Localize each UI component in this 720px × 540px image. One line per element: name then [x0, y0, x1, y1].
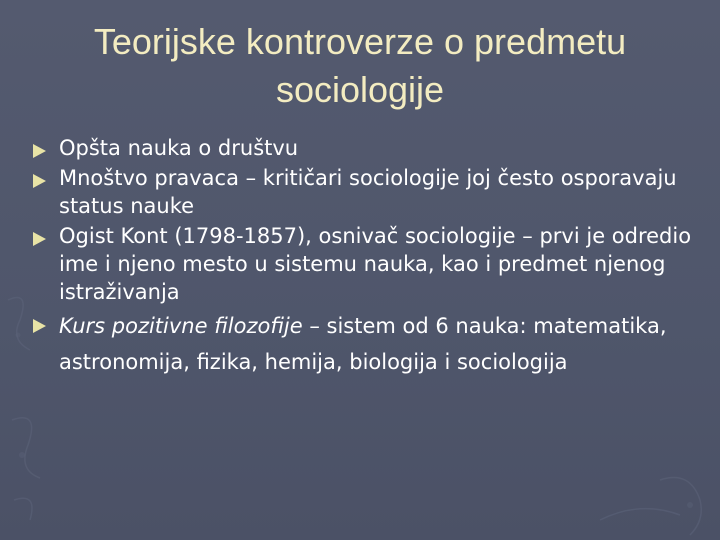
bullet-item [33, 134, 703, 162]
bullet-item [33, 164, 703, 220]
slide-title [40, 18, 680, 114]
triangle-right-icon [33, 232, 46, 246]
title-line-1: Teorijske kontroverze o predmetu [93, 21, 627, 62]
bullet-text: Ogist Kont (1798-1857), osnivač sociologije – prvi je odredio ime i njeno mesto u sistemu nauka, kao i predmet njenog istraživanja [59, 224, 692, 304]
bullet-text: Opšta nauka o društvu [59, 136, 299, 160]
title-line-2: sociologije [275, 69, 445, 110]
bullet-item [33, 222, 703, 306]
triangle-right-icon [33, 144, 46, 158]
bullet-list [33, 134, 703, 382]
bullet-item [33, 308, 703, 380]
bullet-text: Mnoštvo pravaca – kritičari sociologije joj često osporavaju status nauke [59, 166, 677, 218]
triangle-right-icon [33, 174, 46, 188]
bullet-italic-text: Kurs pozitivne filozofije [59, 314, 303, 338]
bullet-text: – sistem od 6 nauka: matematika, astronomija, fizika, hemija, biologija i sociologija [59, 314, 667, 374]
triangle-right-icon [33, 319, 46, 333]
